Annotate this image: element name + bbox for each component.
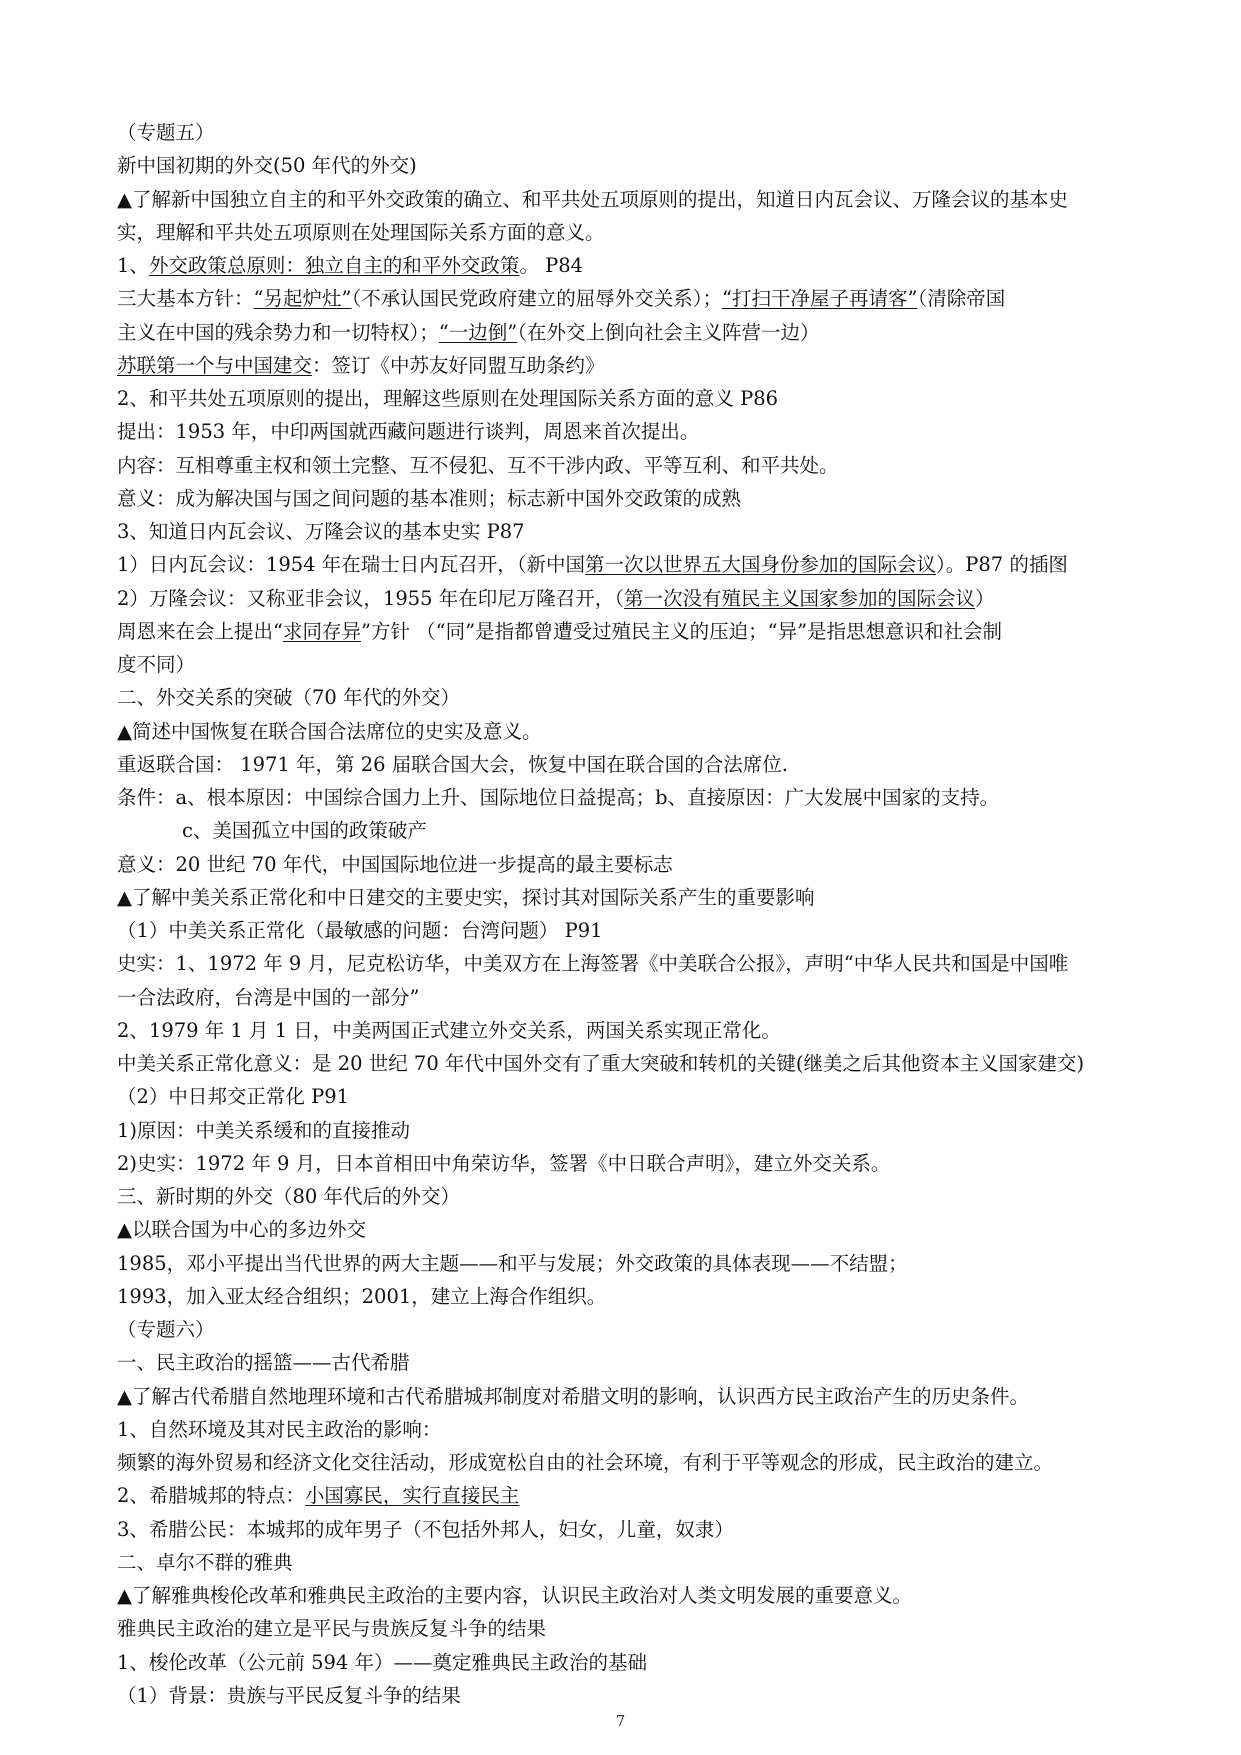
- text-line: [117, 881, 1197, 914]
- text-segment: 三、新时期的外交（80 年代后的外交）: [117, 1185, 461, 1208]
- text-line: [117, 116, 1197, 149]
- text-segment: 二、外交关系的突破（70 年代的外交）: [117, 686, 461, 710]
- text-line: [117, 615, 1197, 648]
- underlined-text: “另起炉灶”: [253, 287, 352, 311]
- text-segment: 条件：a、根本原因：中国综合国力上升、国际地位日益提高；b、直接原因：广大发展中国家的支持。: [117, 786, 1000, 809]
- text-segment: 1、自然环境及其对民主政治的影响：: [117, 1417, 442, 1441]
- text-segment: 一合法政府，台湾是中国的一部分”: [117, 985, 420, 1009]
- text-segment: 度不同）: [117, 653, 196, 676]
- text-line: [117, 1213, 1197, 1246]
- text-line: [117, 1280, 1197, 1313]
- text-segment: （1）背景：贵族与平民反复斗争的结果: [117, 1683, 461, 1707]
- text-line: [117, 781, 1197, 814]
- text-line: [117, 249, 1197, 282]
- text-line: [117, 681, 1197, 714]
- text-line: [117, 947, 1197, 980]
- text-segment: 雅典民主政治的建立是平民与贵族反复斗争的结果: [117, 1617, 547, 1641]
- text-line: [117, 482, 1197, 515]
- text-segment: 二、卓尔不群的雅典: [117, 1550, 293, 1574]
- text-line: [117, 582, 1197, 615]
- underlined-text: 第一次以世界五大国身份参加的国际会议: [584, 553, 936, 577]
- text-segment: 一、民主政治的摇篮——古代希腊: [117, 1351, 410, 1375]
- text-line: [117, 648, 1197, 681]
- underlined-text: 外交政策总原则：独立自主的和平外交政策: [148, 254, 520, 277]
- text-segment: 史实：1、1972 年 9 月，尼克松访华，中美双方在上海签署《中美联合公报》，声明“中华人民共和国是中国唯: [117, 952, 1069, 976]
- text-segment: 1、梭伦改革（公元前 594 年）——奠定雅典民主政治的基础: [117, 1650, 648, 1674]
- text-line: [117, 449, 1197, 482]
- text-segment: 2、和平共处五项原则的提出，理解这些原则在处理国际关系方面的意义 P86: [117, 387, 779, 410]
- text-line: [117, 1147, 1197, 1180]
- text-segment: （清除帝国: [917, 287, 1006, 311]
- text-segment: （1）中美关系正常化（最敏感的问题：台湾问题） P91: [117, 919, 603, 942]
- text-segment: ▲简述中国恢复在联合国合法席位的史实及意义。: [117, 719, 542, 743]
- text-segment: 三大基本方针：: [117, 287, 254, 311]
- text-segment: 2、希腊城邦的特点：: [117, 1484, 305, 1508]
- text-segment: ”方针 （“同”是指都曾遭受过殖民主义的压迫；“异”是指思想意识和社会制: [361, 619, 1003, 643]
- text-segment: ：签订《中苏友好同盟互助条约》: [312, 353, 605, 377]
- text-line: [117, 515, 1197, 548]
- text-line: [117, 282, 1197, 315]
- text-line: [117, 914, 1197, 947]
- underlined-text: 求同存异: [282, 619, 361, 643]
- text-line: [117, 981, 1197, 1014]
- text-segment: 实，理解和平共处五项原则在处理国际关系方面的意义。: [117, 220, 605, 244]
- underlined-text: 苏联第一个与中国建交: [117, 353, 313, 377]
- text-segment: ▲以联合国为中心的多边外交: [117, 1218, 366, 1242]
- text-segment: 意义：20 世纪 70 年代，中国国际地位进一步提高的最主要标志: [117, 852, 673, 876]
- document-body: [117, 116, 1197, 1712]
- text-segment: 。 P84: [519, 254, 584, 277]
- text-segment: 1985，邓小平提出当代世界的两大主题——和平与发展；外交政策的具体表现——不结盟；: [117, 1251, 908, 1275]
- text-line: [117, 814, 1197, 847]
- text-segment: （专题五）: [117, 121, 215, 144]
- text-line: [117, 1114, 1197, 1147]
- text-segment: c、美国孤立中国的政策破产: [182, 819, 427, 843]
- text-segment: ▲了解古代希腊自然地理环境和古代希腊城邦制度对希腊文明的影响，认识西方民主政治产生的历史条件。: [117, 1384, 1029, 1408]
- text-line: [117, 1579, 1197, 1612]
- text-segment: （专题六）: [117, 1318, 215, 1341]
- text-line: [117, 748, 1197, 781]
- text-line: [117, 149, 1197, 182]
- text-segment: 中美关系正常化意义：是 20 世纪 70 年代中国外交有了重大突破和转机的关键(继美之后其他资本主义国家建交): [117, 1052, 1085, 1075]
- text-line: [117, 715, 1197, 748]
- text-line: [117, 1380, 1197, 1413]
- text-line: [117, 1413, 1197, 1446]
- text-line: [117, 1346, 1197, 1379]
- underlined-text: “一边倒”: [438, 320, 518, 344]
- text-line: [117, 848, 1197, 881]
- text-segment: 2）万隆会议：又称亚非会议，1955 年在印尼万隆召开，（: [117, 586, 624, 610]
- text-segment: 1993，加入亚太经合组织；2001，建立上海合作组织。: [117, 1284, 607, 1308]
- text-segment: 频繁的海外贸易和经济文化交往活动，形成宽松自由的社会环境，有利于平等观念的形成，民主政治的建立。: [117, 1451, 1054, 1474]
- text-segment: 1)原因：中美关系缓和的直接推动: [117, 1118, 411, 1142]
- text-line: [117, 1180, 1197, 1213]
- text-segment: 内容：互相尊重主权和领土完整、互不侵犯、互不干涉内政、平等互利、和平共处。: [117, 453, 839, 477]
- text-line: [117, 415, 1197, 448]
- text-line: [117, 1047, 1197, 1080]
- text-line: [117, 349, 1197, 382]
- text-line: [117, 1612, 1197, 1645]
- text-segment: 2、1979 年 1 月 1 日，中美两国正式建立外交关系，两国关系实现正常化。: [117, 1018, 781, 1042]
- underlined-text: 第一次没有殖民主义国家参加的国际会议: [623, 586, 975, 610]
- text-segment: ▲了解雅典梭伦改革和雅典民主政治的主要内容，认识民主政治对人类文明发展的重要意义。: [117, 1584, 912, 1607]
- text-segment: 1、: [117, 254, 149, 277]
- text-segment: 主义在中国的残余势力和一切特权）；: [117, 320, 439, 344]
- text-line: [117, 1546, 1197, 1579]
- page-number: 7: [615, 1712, 626, 1730]
- text-segment: （2）中日邦交正常化 P91: [117, 1085, 350, 1109]
- text-line: [117, 1014, 1197, 1047]
- text-line: [117, 316, 1197, 349]
- text-line: [117, 1679, 1197, 1712]
- text-segment: （在外交上倒向社会主义阵营一边）: [517, 320, 820, 344]
- text-segment: 3、知道日内瓦会议、万隆会议的基本史实 P87: [117, 520, 525, 543]
- text-segment: 周恩来在会上提出“: [117, 619, 283, 643]
- underlined-text: 小国寡民，实行直接民主: [304, 1484, 520, 1508]
- text-segment: ▲了解新中国独立自主的和平外交政策的确立、和平共处五项原则的提出，知道日内瓦会议、万隆会议的基本史: [117, 187, 1068, 211]
- text-line: [117, 1479, 1197, 1512]
- text-line: [117, 1446, 1197, 1479]
- text-line: [117, 1313, 1197, 1346]
- underlined-text: “打扫干净屋子再请客”: [721, 287, 918, 311]
- text-segment: 1）日内瓦会议：1954 年在瑞士日内瓦召开，（新中国: [117, 553, 585, 577]
- text-line: [117, 548, 1197, 581]
- text-line: [117, 183, 1197, 216]
- text-segment: 意义：成为解决国与国之间问题的基本准则；标志新中国外交政策的成熟: [117, 486, 742, 510]
- text-line: [117, 1080, 1197, 1113]
- text-segment: （不承认国民党政府建立的屈辱外交关系）；: [351, 287, 722, 311]
- text-segment: 2)史实：1972 年 9 月，日本首相田中角荣访华，签署《中日联合声明》，建立外交关系。: [117, 1151, 891, 1175]
- text-line: [117, 1513, 1197, 1546]
- text-line: [117, 1247, 1197, 1280]
- text-segment: ）。P87 的插图: [936, 553, 1068, 577]
- text-segment: ▲了解中美关系正常化和中日建交的主要史实，探讨其对国际关系产生的重要影响: [117, 885, 815, 909]
- text-line: [117, 382, 1197, 415]
- text-segment: 3、希腊公民：本城邦的成年男子（不包括外邦人，妇女，儿童，奴隶）: [117, 1517, 734, 1541]
- text-line: [117, 216, 1197, 249]
- text-line: [117, 1646, 1197, 1679]
- text-segment: 重返联合国： 1971 年，第 26 届联合国大会，恢复中国在联合国的合法席位.: [117, 752, 788, 776]
- text-segment: ）: [975, 586, 995, 610]
- text-segment: 新中国初期的外交(50 年代的外交): [117, 154, 417, 178]
- text-segment: 提出：1953 年，中印两国就西藏问题进行谈判，周恩来首次提出。: [117, 420, 700, 444]
